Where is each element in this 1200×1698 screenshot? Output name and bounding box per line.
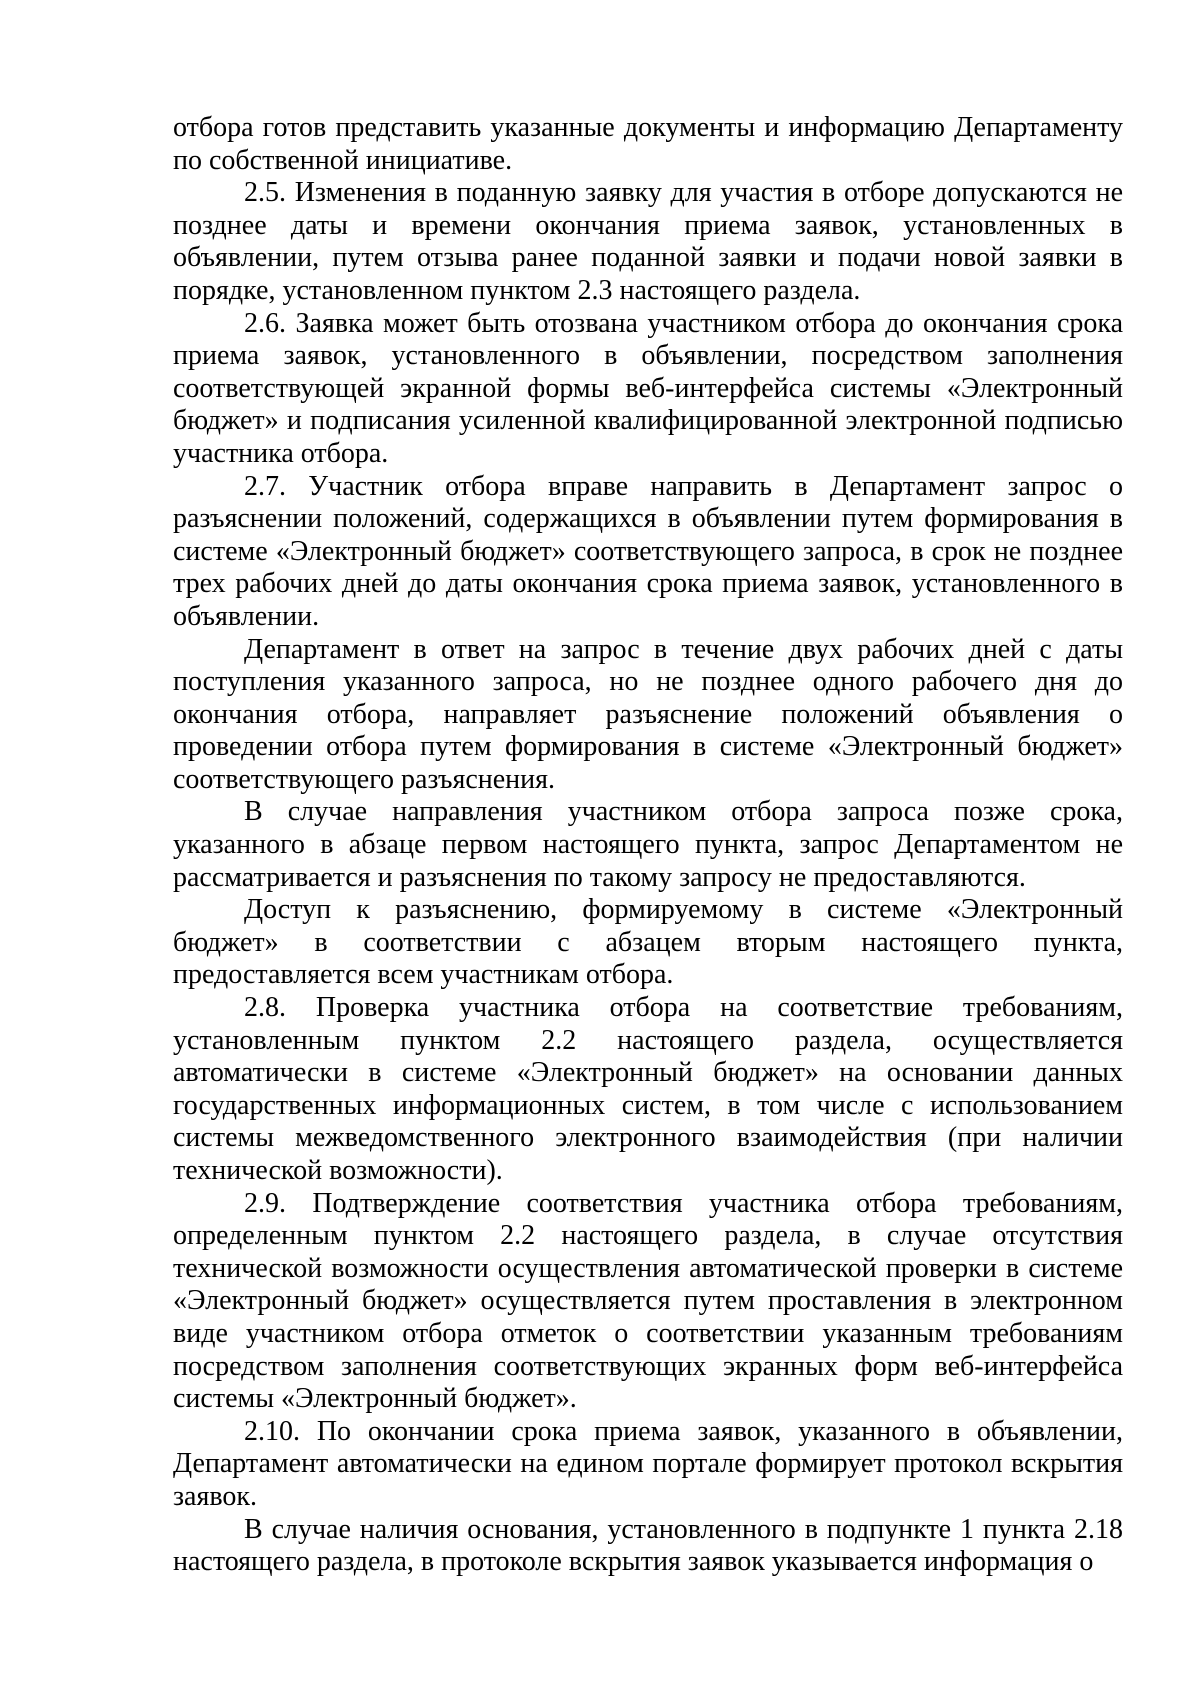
paragraph-2-7-late-request: В случае направления участником отбора запроса позже срока, указанного в абзаце первом настоящего пункта, запрос Департаментом не рассматривается и разъяснения по такому запросу не предоставляются. (173, 796, 1123, 893)
paragraph-2-10-basis: В случае наличия основания, установленного в подпункте 1 пункта 2.18 настоящего раздела, в протоколе вскрытия заявок указывается информация о (173, 1513, 1123, 1578)
paragraph-2-8: 2.8. Проверка участника отбора на соответствие требованиям, установленным пунктом 2.2 настоящего раздела, осуществляется автоматически в системе «Электронный бюджет» на основании данных государственных информационных систем, в том числе с использованием системы межведомственного электронного взаимодействия (при наличии технической возможности). (173, 992, 1123, 1186)
paragraph-2-7-access: Доступ к разъяснению, формируемому в системе «Электронный бюджет» в соответствии с абзацем вторым настоящего пункта, предоставляется всем участникам отбора. (173, 894, 1123, 991)
paragraph-2-10: 2.10. По окончании срока приема заявок, указанного в объявлении, Департамент автоматически на едином портале формирует протокол вскрытия заявок. (173, 1415, 1123, 1512)
paragraph-continuation: отбора готов представить указанные документы и информацию Департаменту по собственной инициативе. (173, 112, 1123, 176)
document-page (173, 112, 1123, 1579)
paragraph-2-9: 2.9. Подтверждение соответствия участника отбора требованиям, определенным пунктом 2.2 настоящего раздела, в случае отсутствия технической возможности осуществления автоматической проверки в системе «Электронный бюджет» осуществляется путем проставления в электронном виде участником отбора отметок о соответствии указанным требованиям посредством заполнения соответствующих экранных форм веб-интерфейса системы «Электронный бюджет». (173, 1187, 1123, 1415)
paragraph-2-7-department-response: Департамент в ответ на запрос в течение двух рабочих дней с даты поступления указанного запроса, но не позднее одного рабочего дня до окончания отбора, направляет разъяснение положений объявления о проведении отбора путем формирования в системе «Электронный бюджет» соответствующего разъяснения. (173, 633, 1123, 795)
paragraph-2-5: 2.5. Изменения в поданную заявку для участия в отборе допускаются не позднее даты и времени окончания приема заявок, установленных в объявлении, путем отзыва ранее поданной заявки и подачи новой заявки в порядке, установленном пунктом 2.3 настоящего раздела. (173, 177, 1123, 306)
paragraph-2-6: 2.6. Заявка может быть отозвана участником отбора до окончания срока приема заявок, установленного в объявлении, посредством заполнения соответствующей экранной формы веб-интерфейса системы «Электронный бюджет» и подписания усиленной квалифицированной электронной подписью участника отбора. (173, 307, 1123, 469)
paragraph-2-7: 2.7. Участник отбора вправе направить в Департамент запрос о разъяснении положений, содержащихся в объявлении путем формирования в системе «Электронный бюджет» соответствующего запроса, в срок не позднее трех рабочих дней до даты окончания срока приема заявок, установленного в объявлении. (173, 470, 1123, 632)
